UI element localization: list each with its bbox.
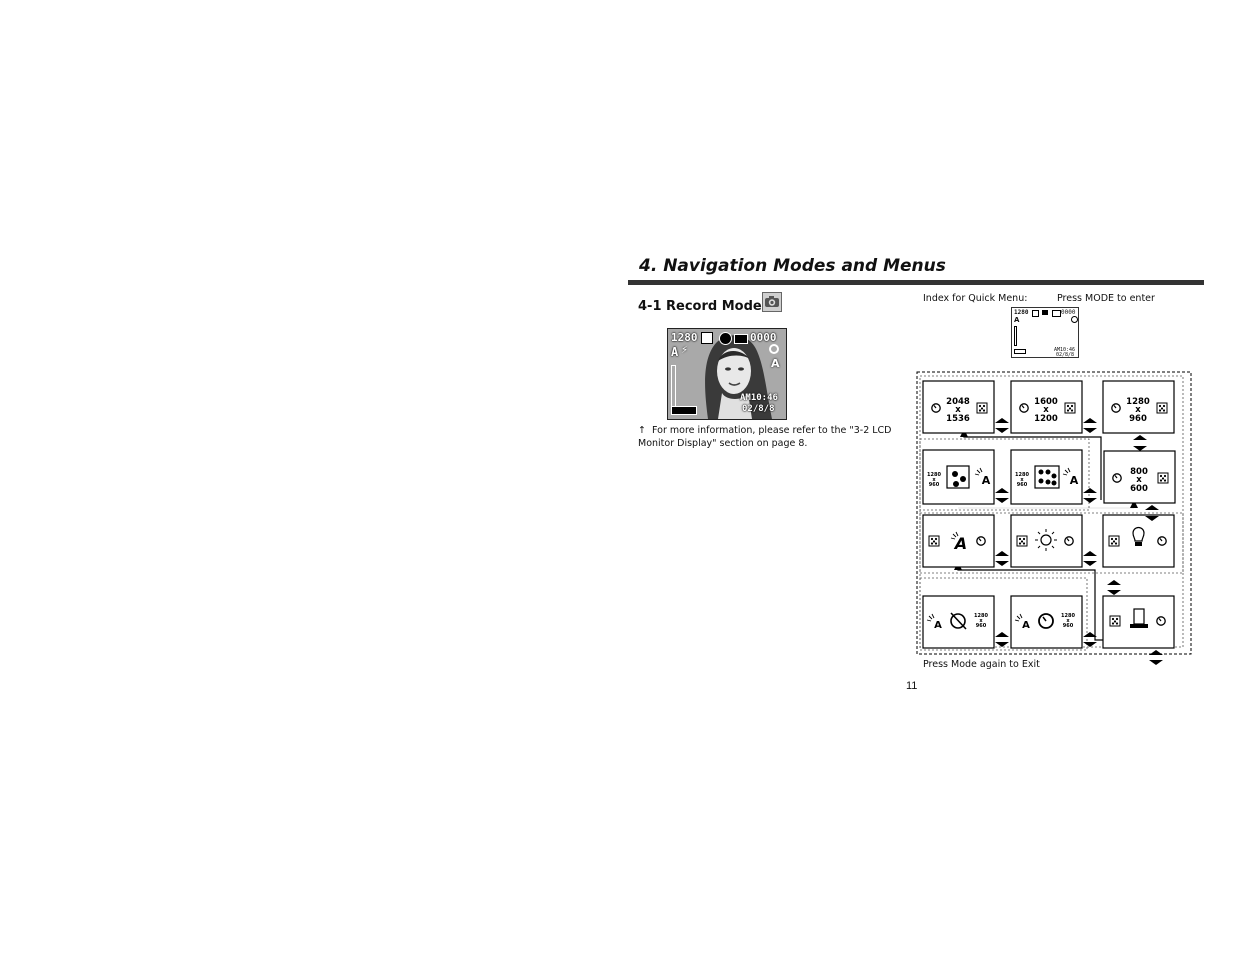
lcd-preview [667,328,787,420]
wb-auto-2: A [1069,474,1079,487]
mini-time: AM10:46 [1054,347,1076,353]
res-800-x: x [1136,475,1142,485]
page-number: 11 [906,680,918,692]
res-800-h: 600 [1130,484,1148,494]
lcd-time: AM10:46 [740,393,778,403]
note-text: For more information, please refer to the "3-2 LCD Monitor Display" section on page 8. [638,425,892,449]
small-res-w-4: 1280 [1061,613,1075,619]
mini-quality-icon [1032,310,1039,317]
title-rule [628,280,1204,285]
chapter-title: 4. Navigation Modes and Menus [639,256,946,276]
res-2048-h: 1536 [946,414,970,424]
res-800-w: 800 [1130,467,1148,477]
zoom-bar-icon [671,365,676,407]
small-res-x-1: x [932,477,936,483]
small-res-h-2: 960 [1016,482,1028,488]
mini-resolution: 1280 [1014,309,1029,316]
wb-auto-1: A [981,474,991,487]
wb-auto-3: A [934,620,942,631]
res-1600-w: 1600 [1034,397,1058,407]
res-2048-w: 2048 [946,397,970,407]
record-mode-icon [719,332,732,345]
mini-zoom-icon [1014,326,1017,346]
battery-icon [671,406,697,415]
flash-icon: ⚡ [681,345,689,356]
mini-timer-icon [1071,316,1078,323]
index-label: Index for Quick Menu: [923,293,1028,304]
mini-lcd-index [1011,307,1079,358]
quality-icon [701,332,713,344]
small-res-x-3: x [979,618,983,624]
wb-auto-large: A [954,534,968,553]
res-1280-w: 1280 [1126,397,1150,407]
mini-battery-icon [1014,349,1026,354]
exit-label: Press Mode again to Exit [923,659,1040,670]
lcd-resolution: 1280 [671,331,698,344]
small-res-h-1: 960 [928,482,940,488]
lcd-date: 02/8/8 [742,404,775,414]
res-1280-h: 960 [1129,414,1147,424]
lcd-flash: A [671,345,679,359]
res-1280-x: x [1135,405,1141,415]
small-res-x-2: x [1020,477,1024,483]
small-res-w-3: 1280 [974,613,988,619]
small-res-w-1: 1280 [927,472,941,478]
mini-counter: 0000 [1061,309,1076,316]
memory-card-icon [734,334,748,344]
mini-card-icon [1052,310,1061,317]
reference-note [638,424,896,450]
mini-camera-icon [1042,310,1048,315]
res-2048-x: x [955,405,961,415]
res-1600-h: 1200 [1034,414,1058,424]
mini-flash: A [1014,316,1020,324]
quick-menu-diagram [914,368,1194,668]
self-timer-icon [769,344,779,354]
camera-mode-icon [762,292,782,312]
small-res-x-4: x [1066,618,1070,624]
mini-date: 02/8/8 [1056,352,1075,358]
wb-auto-4: A [1022,620,1030,631]
white-balance-icon: A [771,357,780,370]
small-res-h-3: 960 [975,623,987,629]
res-1600-x: x [1043,405,1049,415]
enter-label: Press MODE to enter [1057,293,1155,304]
small-res-h-4: 960 [1062,623,1074,629]
small-res-w-2: 1280 [1015,472,1029,478]
lcd-counter: 0000 [750,331,777,344]
up-arrow-icon: ↑ [638,425,646,436]
section-title: 4-1 Record Mode [638,299,762,314]
